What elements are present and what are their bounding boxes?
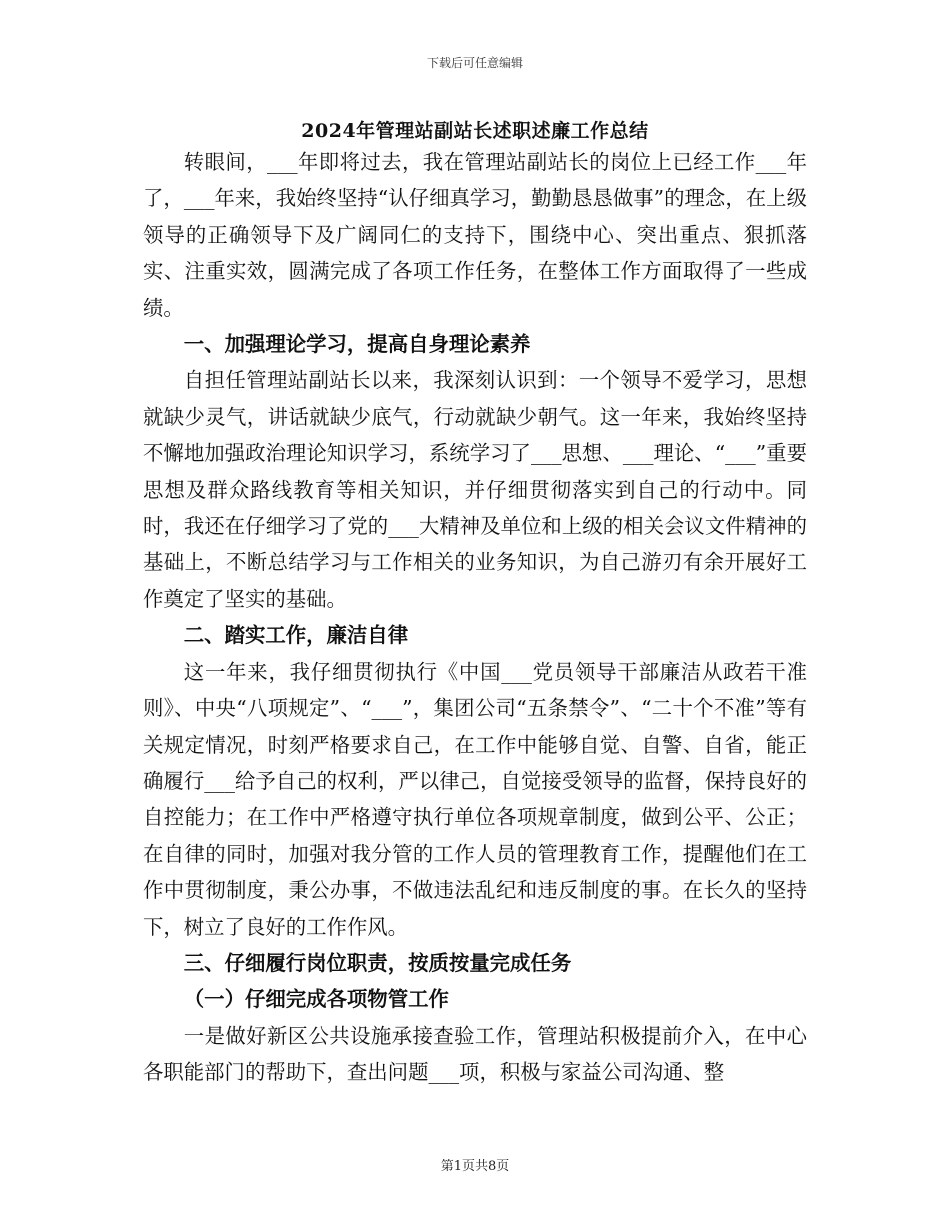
document-body bbox=[143, 144, 807, 1091]
section-3-heading: 三、仔细履行岗位职责，按质按量完成任务 bbox=[183, 950, 572, 975]
section-2-paragraph: 这一年来，我仔细贯彻执行《中国___党员领导干部廉洁从政若干准则》、中央“八项规定”、“___”，集团公司“五条禁令”、“二十个不准”等有关规定情况，时刻严格要求自己，在工作中能够自觉、自警、自省，能正确履行___给予自己的权利，严以律己，自觉接受领导的监督，保持良好的自控能力；在工作中严格遵守执行单位各项规章制度，做到公平、公正；在自律的同时，加强对我分管的工作人员的管理教育工作，提醒他们在工作中贯彻制度，秉公办事，不做违法乱纪和违反制度的事。在长久的坚持下，树立了良好的工作作风。 bbox=[143, 659, 807, 939]
section-3-paragraph: 一是做好新区公共设施承接查验工作，管理站积极提前介入，在中心各职能部门的帮助下，查出问题___项，积极与家益公司沟通、整 bbox=[143, 1023, 807, 1085]
section-1-paragraph: 自担任管理站副站长以来，我深刻认识到：一个领导不爱学习，思想就缺少灵气，讲话就缺少底气，行动就缺少朝气。这一年来，我始终坚持不懈地加强政治理论知识学习，系统学习了___思想、___理论、“___”重要思想及群众路线教育等相关知识，并仔细贯彻落实到自己的行动中。同时，我还在仔细学习了党的___大精神及单位和上级的相关会议文件精神的基础上，不断总结学习与工作相关的业务知识，为自己游刃有余开展好工作奠定了坚实的基础。 bbox=[143, 368, 807, 611]
section-2-heading: 二、踏实工作，廉洁自律 bbox=[183, 623, 409, 648]
page-header-note: 下载后可任意编辑 bbox=[426, 56, 523, 70]
page-number-footer: 第1页共8页 bbox=[440, 1159, 510, 1174]
document-title: 2024年管理站副站长述职述廉工作总结 bbox=[301, 120, 649, 142]
section-1-heading: 一、加强理论学习，提高自身理论素养 bbox=[183, 332, 531, 357]
intro-paragraph: 转眼间，___年即将过去，我在管理站副站长的岗位上已经工作___年了，___年来，我始终坚持“认仔细真学习，勤勤恳恳做事”的理念，在上级领导的正确领导下及广阔同仁的支持下，围绕中心、突出重点、狠抓落实、注重实效，圆满完成了各项工作任务，在整体工作方面取得了一些成绩。 bbox=[143, 150, 807, 320]
section-3-subheading: （一）仔细完成各项物管工作 bbox=[183, 987, 449, 1012]
